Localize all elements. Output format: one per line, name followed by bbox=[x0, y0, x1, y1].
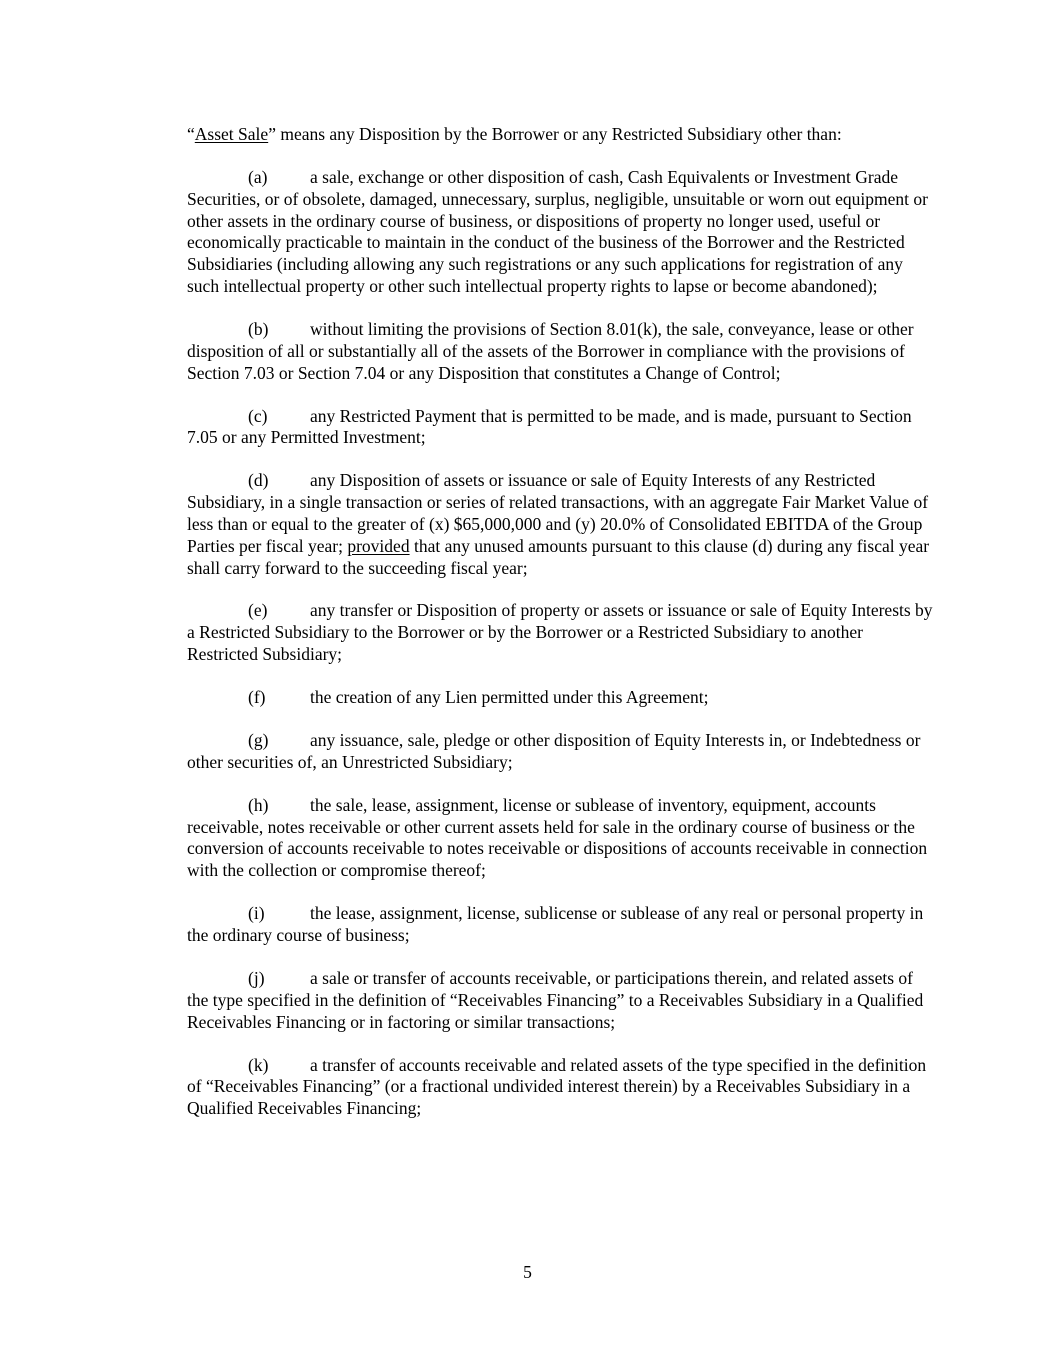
clause-d bbox=[187, 470, 935, 579]
clause-label: (f) bbox=[248, 687, 266, 708]
definition-intro bbox=[187, 124, 935, 146]
clause-label: (i) bbox=[248, 903, 265, 924]
clause-text: any Disposition of assets or issuance or sale of Equity Interests of any Restricted Subsidiary, in a single transaction or series of related transactions, with an aggregate Fair Market Value of less than or equal to the greater of (x) $65,000,000 and (y) 20.0% of Consolidated EBITDA of the Group Parties per fiscal year; bbox=[187, 470, 929, 556]
clause-text: any issuance, sale, pledge or other disposition of Equity Interests in, or Indebtedness or other securities of, an Unrestricted Subsidiary; bbox=[187, 730, 921, 772]
clause-e bbox=[187, 600, 935, 665]
clause-b bbox=[187, 319, 935, 384]
clause-h bbox=[187, 795, 935, 882]
clause-label: (g) bbox=[248, 730, 269, 751]
definition-intro-text: ” means any Disposition by the Borrower or any Restricted Subsidiary other than: bbox=[268, 124, 842, 144]
clause-label: (b) bbox=[248, 318, 269, 339]
clause-text-continued: that any unused amounts pursuant to this clause (d) during any fiscal year shall carry forward to the succeeding fiscal year; bbox=[187, 535, 930, 578]
clause-j bbox=[187, 968, 935, 1033]
document-body bbox=[187, 124, 935, 1141]
clause-text: any Restricted Payment that is permitted to be made, and is made, pursuant to Section 7.05 or any Permitted Investment; bbox=[187, 405, 912, 448]
page-number: 5 bbox=[523, 1262, 532, 1282]
proviso-term: provided bbox=[347, 535, 410, 556]
clause-c bbox=[187, 406, 935, 450]
clause-label: (k) bbox=[248, 1054, 269, 1075]
clause-label: (j) bbox=[248, 967, 265, 988]
clause-i bbox=[187, 903, 935, 947]
clause-g bbox=[187, 730, 935, 774]
clause-text: the sale, lease, assignment, license or sublease of inventory, equipment, accounts receivable, notes receivable or other current assets held for sale in the ordinary course of business or the conversion of accounts receivable to notes receivable or dispositions of accounts receivable in connection with the collection or compromise thereof; bbox=[187, 794, 928, 881]
clause-text: a sale, exchange or other disposition of cash, Cash Equivalents or Investment Grade Securities, or of obsolete, damaged, unnecessary, surplus, negligible, unsuitable or worn out equipment or other assets in the ordinary course of business, or dispositions of property no longer used, useful or economically practicable to maintain in the conduct of the business of the Borrower and the Restricted Subsidiaries (including allowing any such registrations or any such applications for registration of any such intellectual property or other such intellectual property rights to lapse or become abandoned); bbox=[187, 166, 928, 296]
clause-a bbox=[187, 167, 935, 298]
clause-text: a sale or transfer of accounts receivable, or participations therein, and related assets of the type specified in the definition of “Receivables Financing” to a Receivables Subsidiary in a Qualified Receivables Financing or in factoring or similar transactions; bbox=[187, 967, 924, 1032]
clause-text: any transfer or Disposition of property or assets or issuance or sale of Equity Interests by a Restricted Subsidiary to the Borrower or by the Borrower or a Restricted Subsidiary to another Restricted Subsidiary; bbox=[187, 600, 933, 665]
defined-term: Asset Sale bbox=[194, 124, 269, 144]
clause-text: without limiting the provisions of Section 8.01(k), the sale, conveyance, lease or other disposition of all or substantially all of the assets of the Borrower in compliance with the provisions of Section 7.03 or Section 7.04 or any Disposition that constitutes a Change of Control; bbox=[187, 318, 914, 383]
clause-label: (e) bbox=[248, 600, 268, 621]
clause-text: a transfer of accounts receivable and related assets of the type specified in the definition of “Receivables Financing” (or a fractional undivided interest therein) by a Receivables Subsidiary in a Qualified Receivables Financing; bbox=[187, 1054, 927, 1119]
clause-label: (d) bbox=[248, 470, 269, 491]
clause-f bbox=[187, 687, 935, 709]
open-quote: “ bbox=[187, 124, 195, 144]
clause-k bbox=[187, 1055, 935, 1120]
clause-label: (a) bbox=[248, 166, 268, 187]
clause-text: the creation of any Lien permitted under this Agreement; bbox=[310, 687, 709, 708]
clause-label: (h) bbox=[248, 794, 269, 815]
clause-text: the lease, assignment, license, sublicense or sublease of any real or personal property in the ordinary course of business; bbox=[187, 903, 924, 945]
clause-label: (c) bbox=[248, 405, 268, 426]
